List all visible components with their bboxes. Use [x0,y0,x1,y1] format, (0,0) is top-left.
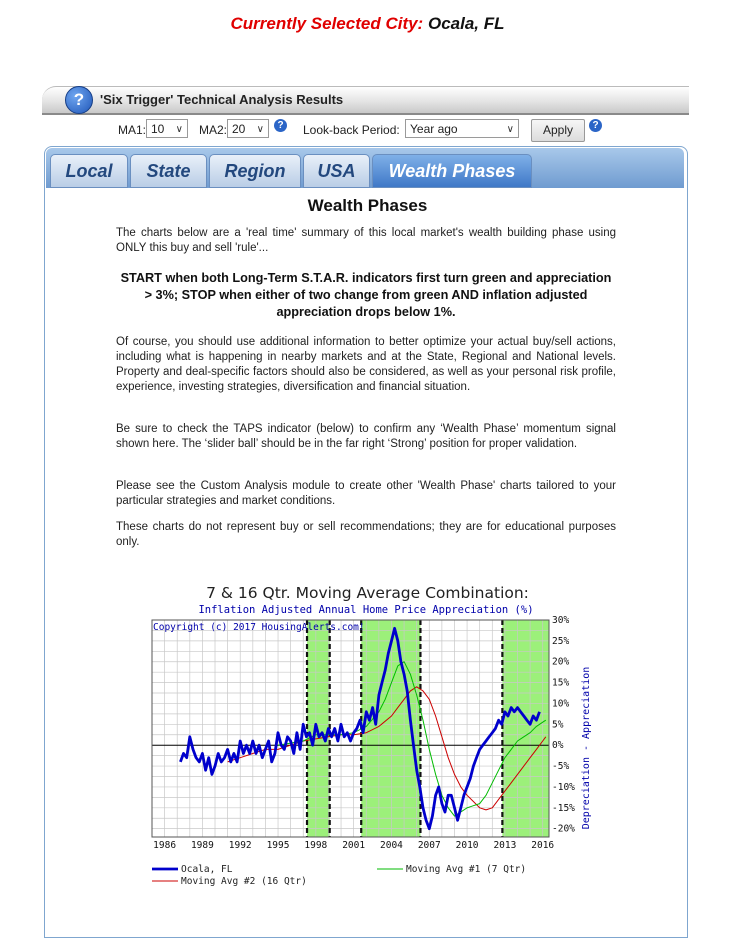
legend-label: Ocala, FL [181,864,233,875]
lookback-label: Look-back Period: [303,123,400,137]
y-tick-label: -5% [552,761,570,773]
y-tick-label: 5% [552,719,564,731]
tab-wealth-phases[interactable]: Wealth Phases [372,154,532,188]
chart-subtitle: Inflation Adjusted Annual Home Price Appreciation (%) [198,604,534,616]
chevron-down-icon: ∨ [175,124,183,135]
x-tick-label: 2010 [455,840,479,851]
x-tick-label: 2001 [342,840,366,851]
chevron-down-icon: ∨ [506,124,514,135]
y-tick-label: -15% [552,802,575,814]
chart-ylabel: Depreciation - Appreciation [581,666,592,830]
section-title: Wealth Phases [307,196,428,215]
paragraph-2: Be sure to check the TAPS indicator (below) to confirm any ‘Wealth Phase’ momentum signal shown here. The ‘slider ball’ should be in the far right ‘Strong’ position for proper validation. [116,423,616,450]
x-tick-label: 1992 [228,840,252,851]
x-tick-label: 1998 [304,840,328,851]
ma2-value: 20 [232,122,246,136]
city-label: Currently Selected City: [230,14,424,33]
y-tick-label: 20% [552,656,570,668]
x-tick-label: 2004 [380,840,403,851]
y-tick-label: 25% [552,635,570,647]
wealth-phase-chart [140,600,600,900]
chevron-down-icon: ∨ [256,124,264,135]
controls-row [0,119,735,141]
ma1-value: 10 [151,122,165,136]
wealth-phase-band [307,620,330,837]
y-tick-label: 15% [552,677,570,689]
paragraph-4: These charts do not represent buy or sell recommendations; they are for educational purposes only. [116,521,616,548]
y-tick-label: 10% [552,698,570,710]
question-circle-icon[interactable]: ? [589,119,602,132]
tab-region[interactable]: Region [209,154,301,188]
selected-city-heading [0,14,735,34]
x-tick-label: 1989 [190,840,214,851]
chart-copyright: Copyright (c) 2017 HousingAlerts.com! [153,622,365,633]
question-circle-icon[interactable]: ? [274,119,287,132]
paragraph-3: Please see the Custom Analysis module to create other 'Wealth Phase' charts tailored to your particular strategies and market conditions. [116,480,616,507]
ma1-select[interactable] [146,119,188,138]
y-tick-label: 30% [552,615,570,626]
legend-label: Moving Avg #1 (7 Qtr) [406,864,527,875]
y-tick-label: -20% [552,823,575,835]
lookback-value: Year ago [410,122,458,136]
tab-state[interactable]: State [130,154,207,188]
results-title: 'Six Trigger' Technical Analysis Results [100,92,344,107]
x-tick-label: 2007 [417,840,441,851]
legend-label: Moving Avg #2 (16 Qtr) [181,876,307,887]
wealth-phase-band [502,620,549,837]
plot-area [152,620,549,837]
y-tick-label: 0% [552,740,564,752]
ma1-label: MA1: [118,123,147,137]
x-tick-label: 2013 [493,840,517,851]
chart-heading: 7 & 16 Qtr. Moving Average Combination: [206,584,529,602]
paragraph-1: Of course, you should use additional information to better optimize your actual buy/sell actions, including what is happening in nearby markets and at the State, Regional and National levels. Property and deal-specific factors should also be considered, as well as your personal risk profile, experience, investing strategies, diversification and financial situation. [116,336,616,393]
tab-usa[interactable]: USA [303,154,370,188]
lookback-select[interactable] [405,119,519,138]
rule-text: START when both Long-Term S.T.A.R. indicators first turn green and appreciation > 3%; STOP when either of two change from green AND inflation adjusted appreciation drops below 1%. [120,271,612,319]
city-value: Ocala, FL [427,14,505,33]
x-tick-label: 1986 [153,840,177,851]
ma2-select[interactable] [227,119,269,138]
intro-text: The charts below are a 'real time' summary of this local market's wealth building phase using ONLY this buy and sell 'rule'... [116,227,616,254]
ma2-label: MA2: [199,123,228,137]
x-tick-label: 1995 [266,840,290,851]
x-tick-label: 2016 [531,840,555,851]
apply-button[interactable]: Apply [531,119,585,142]
tab-local[interactable]: Local [50,154,128,188]
y-tick-label: -10% [552,781,575,793]
question-circle-icon[interactable]: ? [65,86,93,114]
